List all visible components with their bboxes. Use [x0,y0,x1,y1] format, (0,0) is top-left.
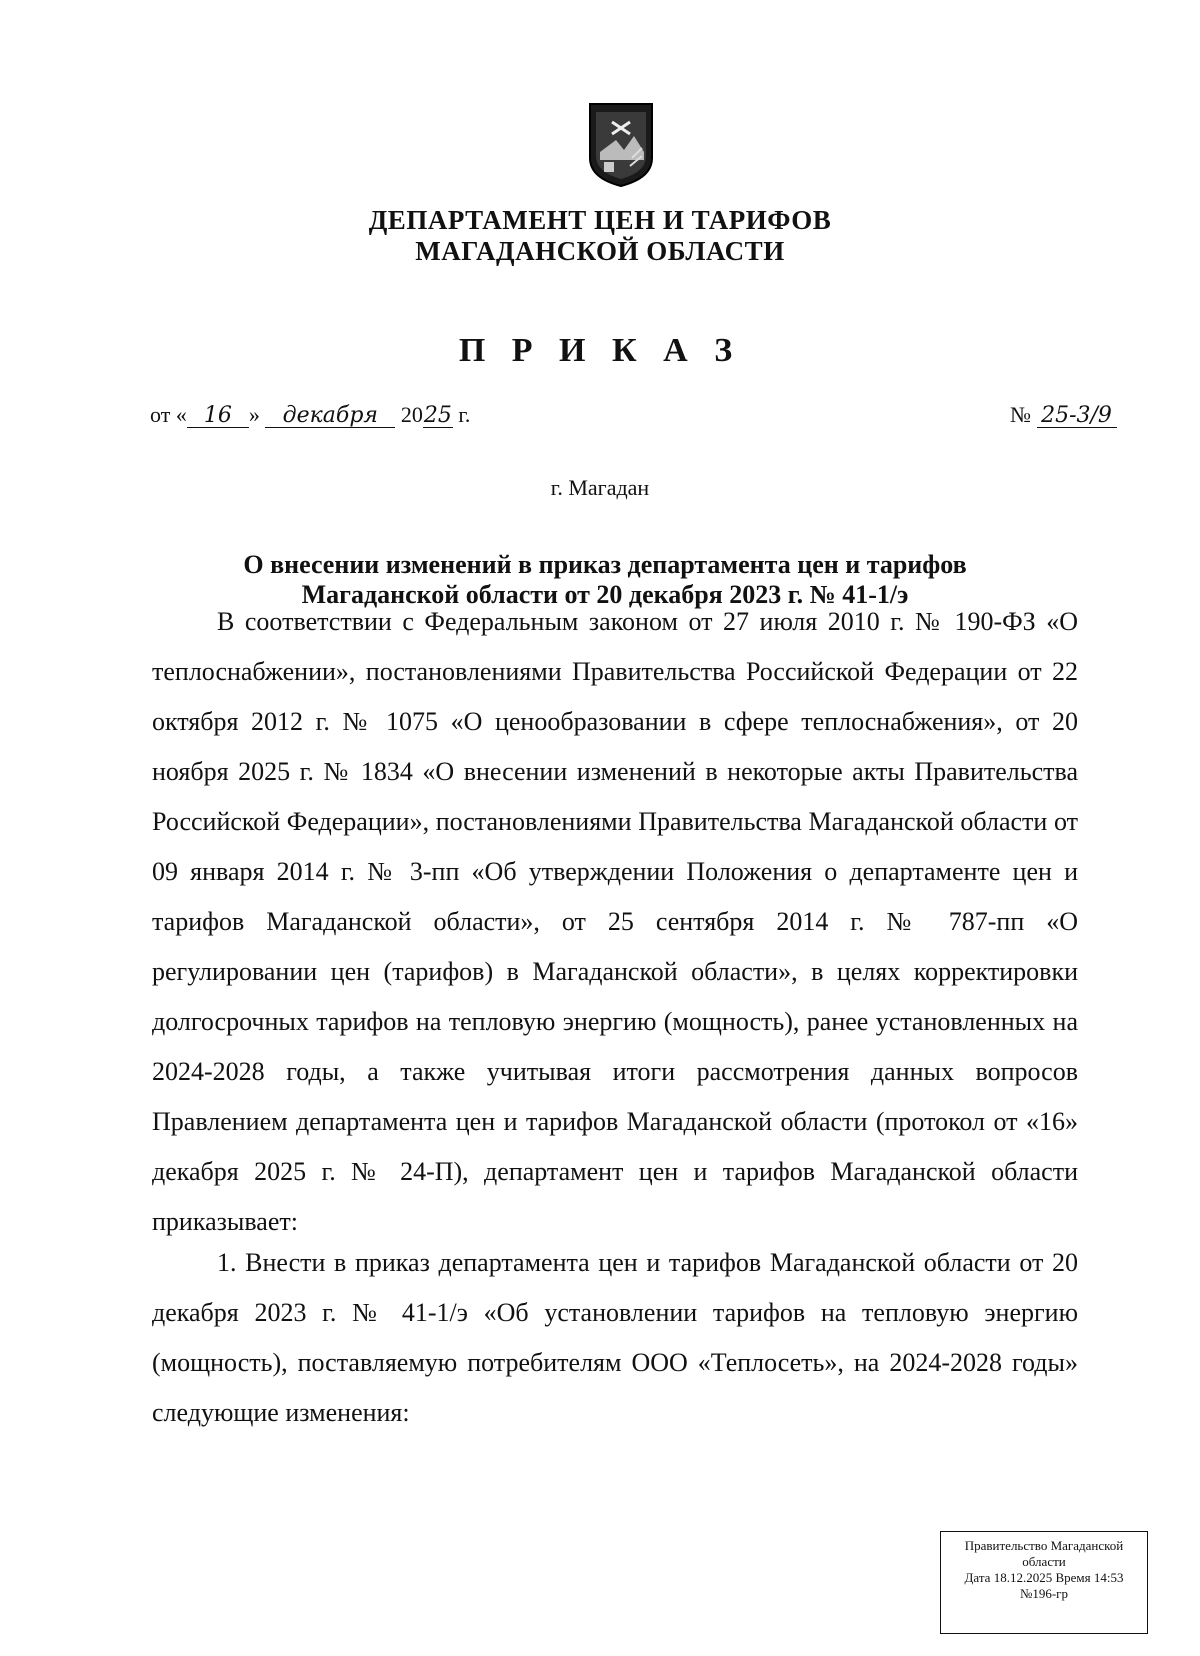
date-prefix: от « [150,402,187,427]
preamble-paragraph: В соответствии с Федеральным законом от 27 июля 2010 г. № 190-ФЗ «О теплоснабжении», постановлениями Правительства Российской Федерации от 22 октября 2012 г. № 1075 «О ценообразовании в сфере теплоснабжения», от 20 ноября 2025 г. № 1834 «О внесении изменений в некоторые акты Правительства Российской Федерации», постановлениями Правительства Магаданской области от 09 января 2014 г. № 3-пп «Об утверждении Положения о департаменте цен и тарифов Магаданской области», от 25 сентября 2014 г. № 787-пп «О регулировании цен (тарифов) в Магаданской области», в целях корректировки долгосрочных тарифов на тепловую энергию (мощность), ранее установленных на 2024-2028 годы, а также учитывая итоги рассмотрения данных вопросов Правлением департамента цен и тарифов Магаданской области (протокол от «16» декабря 2025 г. № 24-П), департамент цен и тарифов Магаданской области приказывает: [152,607,1078,1236]
date-mid: » [248,402,260,427]
stamp-line2: области [1022,1554,1066,1569]
date-year-handwritten: 25 [423,403,452,428]
stamp-line1: Правительство Магаданской [964,1538,1124,1553]
registration-stamp [940,1531,1148,1634]
stamp-line4: №196-гр [1019,1586,1069,1601]
department-name-line2: МАГАДАНСКОЙ ОБЛАСТИ [415,236,785,266]
city: г. Магадан [550,475,650,500]
subject-line1: О внесении изменений в приказ департамента цен и тарифов [243,550,967,579]
coat-of-arms-icon [586,100,656,188]
stamp-line3: Дата 18.12.2025 Время 14:53 [964,1570,1124,1585]
department-name-line1: ДЕПАРТАМЕНТ ЦЕН И ТАРИФОВ [368,205,832,235]
item-1-paragraph: 1. Внести в приказ департамента цен и тарифов Магаданской области от 20 декабря 2023 г. № 41-1/э «Об установлении тарифов на тепловую энергию (мощность), поставляемую потребителям ООО «Теплосеть», на 2024-2028 годы» следующие изменения: [152,1248,1078,1427]
number-handwritten: 25-3/9 [1037,405,1117,428]
date-suffix: г. [458,402,471,427]
order-date [150,402,470,428]
order-number [1010,402,1117,428]
date-month-handwritten: декабря [265,405,395,428]
subject-line2: Магаданской области от 20 декабря 2023 г. № 41-1/э [301,580,909,609]
date-year-prefix: 20 [400,402,423,427]
date-day-handwritten: 16 [187,405,249,428]
document-type-title: П Р И К А З [458,332,742,369]
number-label: № [1010,402,1031,427]
